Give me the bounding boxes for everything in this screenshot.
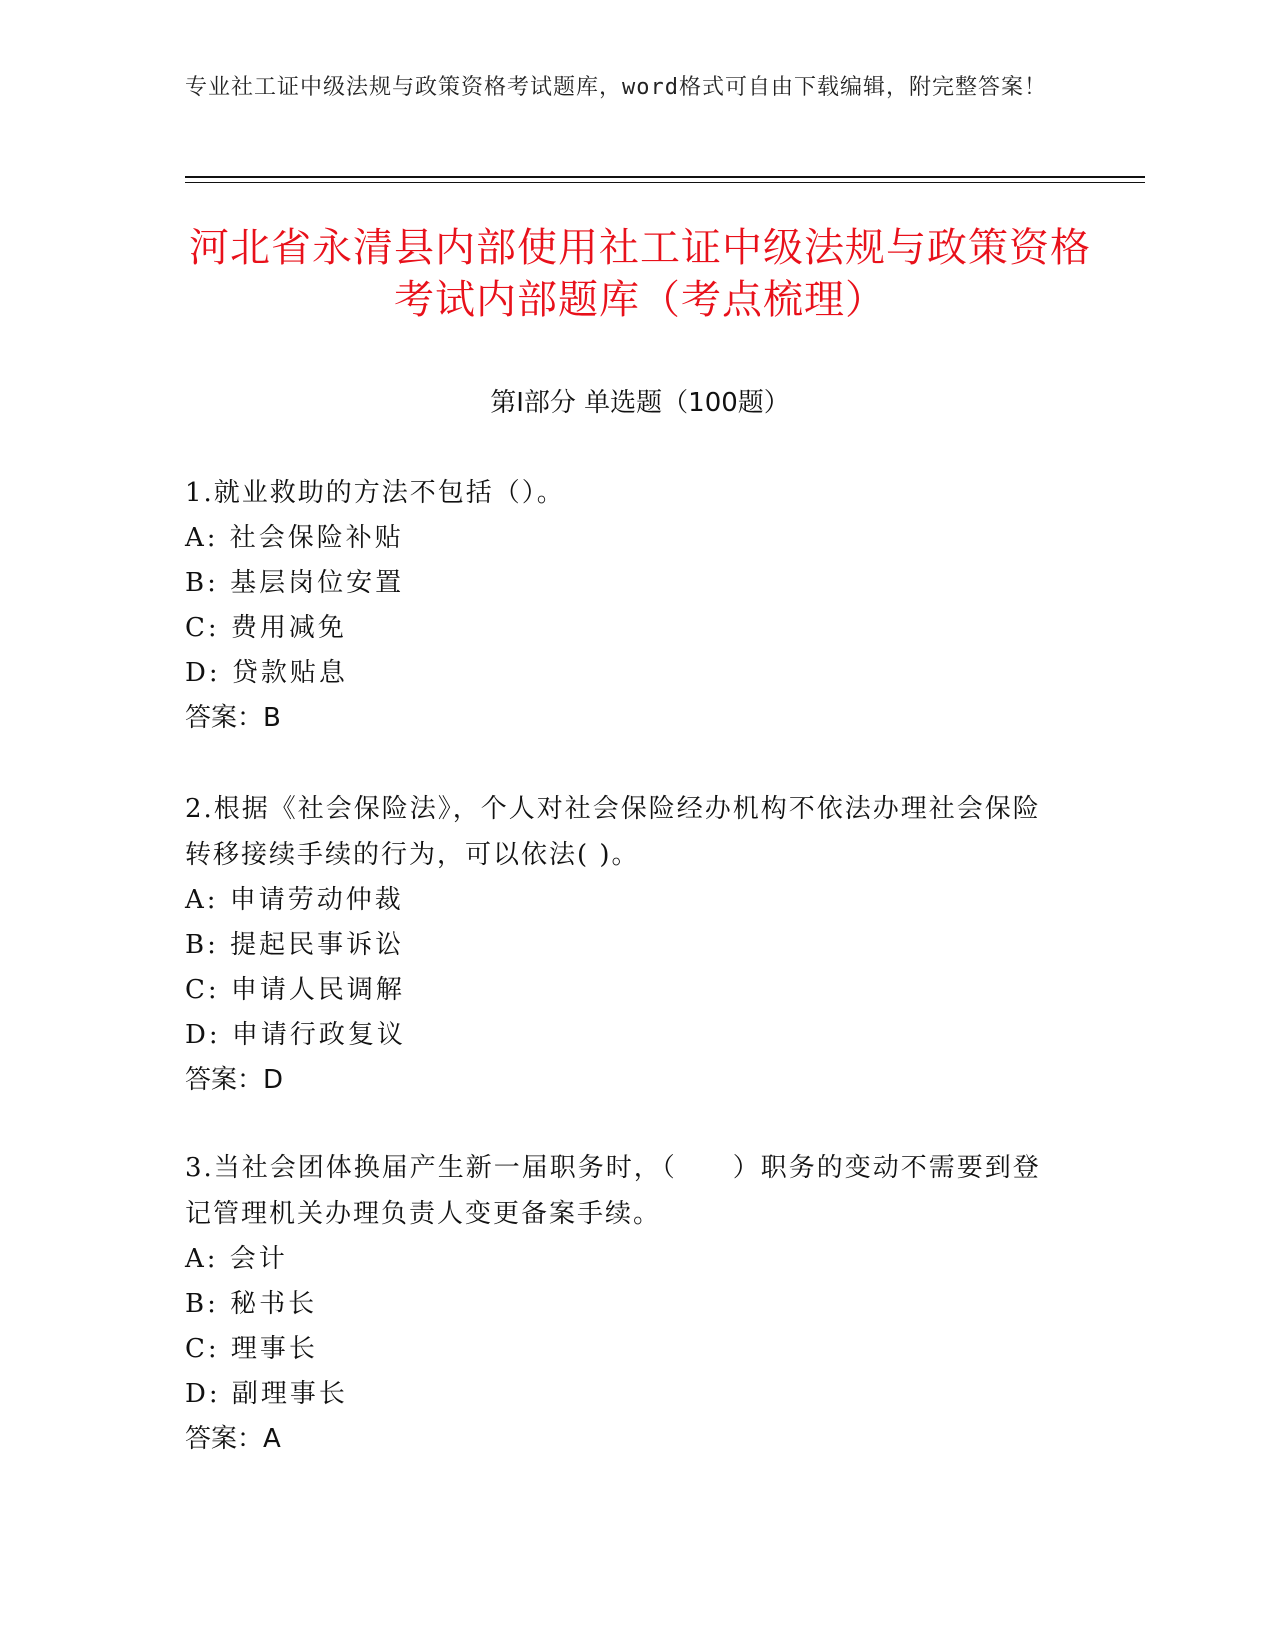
answer: 答案：D (185, 1065, 284, 1095)
question-text: 2.根据《社会保险法》，个人对社会保险经办机构不依法办理社会保险转移接续手续的行为，可以依法( )。 (185, 794, 1041, 870)
option-d: D: 申请行政复议 (185, 1020, 406, 1050)
question-text: 3.当社会团体换届产生新一届职务时，（ ）职务的变动不需要到登记管理机关办理负责人变更备案手续。 (185, 1153, 1041, 1229)
document-title: 河北省永清县内部使用社工证中级法规与政策资格考试内部题库（考点梳理） (189, 225, 1091, 323)
option-a: A: 社会保险补贴 (185, 523, 404, 553)
option-c: C: 费用减免 (185, 613, 347, 643)
question-1 (185, 470, 1065, 741)
answer: 答案：A (185, 1424, 281, 1454)
header-rule-thick (185, 176, 1145, 178)
option-b: B: 秘书长 (185, 1289, 318, 1319)
option-d: D: 副理事长 (185, 1379, 348, 1409)
option-c: C: 理事长 (185, 1334, 318, 1364)
option-a: A: 会计 (185, 1244, 288, 1274)
section-title: 第I部分 单选题（100题） (490, 388, 790, 418)
header-rule-thin (185, 182, 1145, 183)
answer: 答案：B (185, 703, 281, 733)
option-b: B: 基层岗位安置 (185, 568, 405, 598)
header-note: 专业社工证中级法规与政策资格考试题库，word格式可自由下载编辑，附完整答案！ (185, 75, 1047, 100)
option-a: A: 申请劳动仲裁 (185, 885, 404, 915)
question-2 (185, 786, 1065, 1103)
option-c: C: 申请人民调解 (185, 975, 405, 1005)
option-d: D: 贷款贴息 (185, 658, 348, 688)
option-b: B: 提起民事诉讼 (185, 930, 405, 960)
question-3 (185, 1145, 1065, 1462)
question-text: 1.就业救助的方法不包括（）。 (185, 478, 565, 508)
